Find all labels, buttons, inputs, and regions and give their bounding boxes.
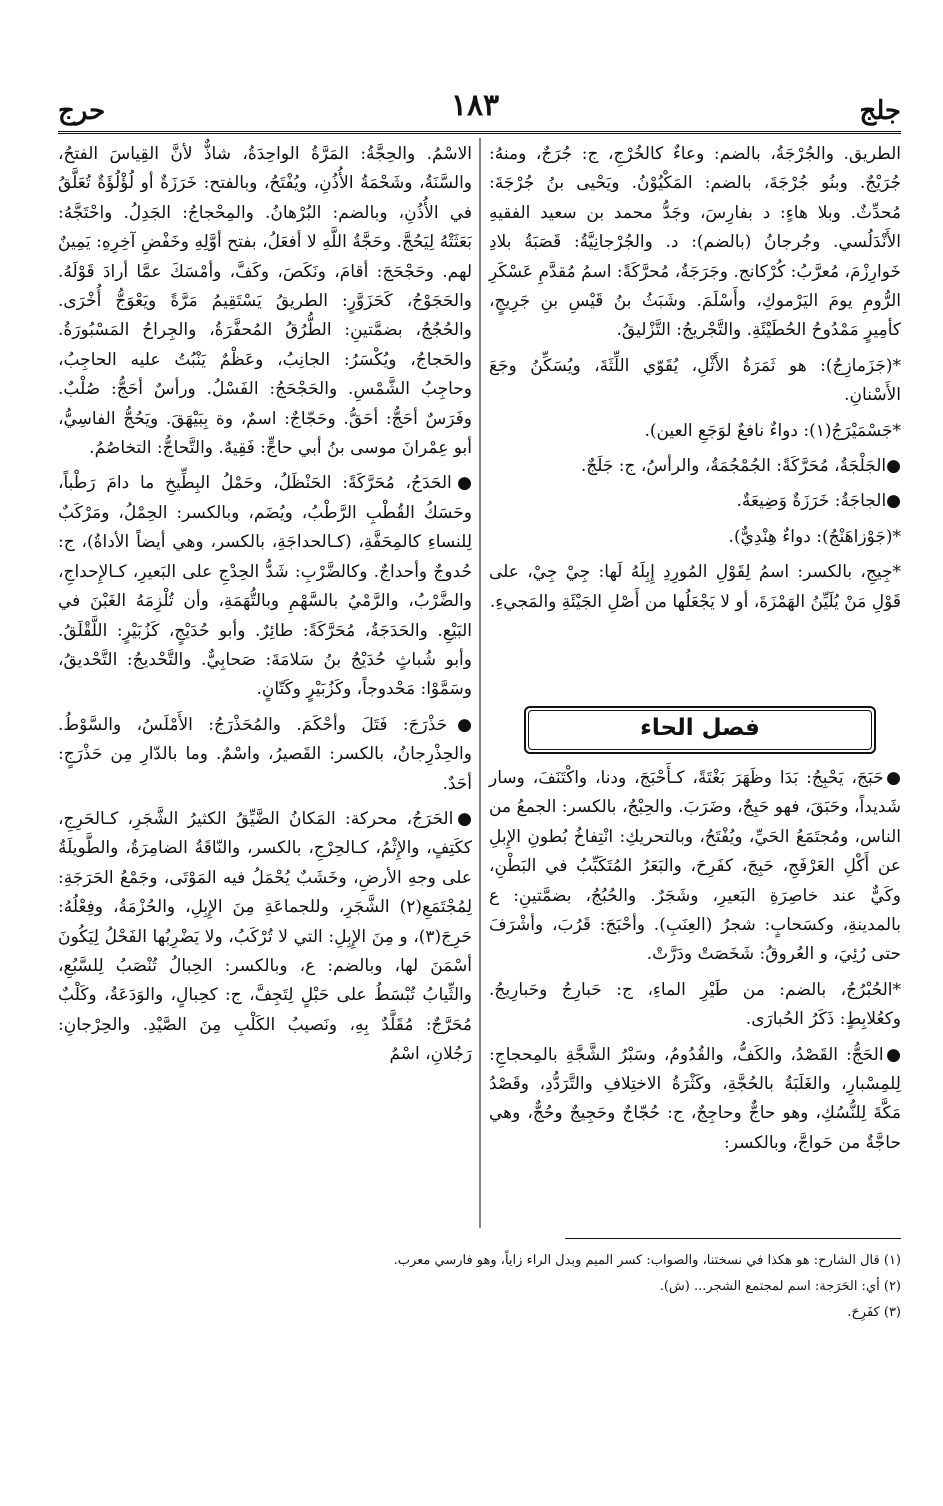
entry-paragraph: الاسْمُ. والحِجَّةُ: المَرَّةُ الواحِدَةُ، شاذٌّ لأنَّ القِياسَ الفتحُ، والسَّنَةُ، وشَحْمَةُ الأُذُنِ، ويُفْتَحُ، وبالفتح: خَرَزَةٌ أو لُؤْلُؤَةٌ تُعَلَّقُ في الأُذُنِ، وبالضم: البُرْهانُ. والمِحْجاجُ: الجَدِلُ. واحْتَجَّهُ: بَعَثَتْهُ لِيَحُجَّ. وحَجَّةُ اللَّهِ لا أفعَلُ، بفتح أوَّلِهِ وخَفْضِ آخِرِهِ: يَمِينٌ لهم. وحَجْحَجَ: أقامَ، ونَكَصَ، وكَفَّ، وأمْسَكَ عمَّا أرادَ قَوْلَهُ. والحَجَوْجُ، كَحَزَوَّرٍ: الطريقُ يَسْتَقِيمُ مَرَّةً ويَعْوَجُّ أُخْرَى. والحُجُجُ، بضمَّتينِ: الطُّرُقُ المُحفَّرَةُ، والجِراحُ المَسْبُورَةُ. والحَجاجُ، ويُكْسَرُ: الجانِبُ، وعَظْمٌ يَنْبُتُ عليه الحاجِبُ، وحاجِبُ الشَّمْسِ. والحَجْحَجُ: الفَسْلُ. ورأسٌ أحَجُّ: صُلْبٌ. وفَرَسٌ أحَجُّ: أحَقُّ. وحَجّاجٌ: اسمٌ، وة بِبَيْهَقَ. ويَحُجُّ الفاسِيُّ، أبو عِمْرانَ موسى بنُ أبي حاجٍّ: فَقِيهٌ. والتَّحاجُّ: التخاصُمُ. bbox=[58, 144, 472, 459]
entry-paragraph: ●الحَرَجُ، محركة: المَكانُ الضَّيِّقُ الكثيرُ الشَّجَرِ، كـالحَرِجِ، ككَتِفٍ، والإِثْمُ، كـالحِرْجِ، بالكسر، والنّاقَةُ الضامِرَةُ، والطَّويلَةُ على وجهِ الأرضِ، وخَشَبٌ يُحْمَلُ فيه المَوْتَى، وجَمْعُ الحَرَجَةِ: لِمُجْتَمَعِ(٢) الشَّجَرِ، وللجماعَةِ مِنَ الإِبِلِ، والحُزْمَةُ، وفِعْلُهُ: حَرِجَ(٣)، و مِنَ الإِبِلِ: التي لا تُرْكَبُ، ولا يَضْرِبُها الفَحْلُ لِيَكُونَ أسْمَنَ لها، وبالضم: ع، وبالكسر: الحِبالُ تُنْصَبُ لِلسَّبُعِ، والثِّيابُ تُبْسَطُ على حَبْلٍ لِتَجِفَّ، ج: كحِبالٍ، والوَدَعَةُ، وكَلْبٌ مُحَرَّجٌ: مُقَلَّدٌ بِهِ، ونَصيبُ الكَلْبِ مِنَ الصَّيْدِ. والحِرْجانِ: رَجُلانِ، اسْمُ bbox=[58, 808, 472, 1065]
entry-paragraph: ●حَذْرَجَ: فَتَلَ وأحْكَمَ. والمُحَذْرَجُ: الأَمْلَسُ، والسَّوْطُ. والحِذْرِجانُ، بالكسر: القَصيرُ، واسْمٌ. وما بالدّارِ مِن حَذْرَجٍ: أحَدٌ. bbox=[58, 714, 472, 794]
header-left-word: حرج bbox=[58, 96, 106, 126]
entry-paragraph: ●الحَجُّ: القَصْدُ، والكَفُّ، والقُدُومُ، وسَبْرُ الشَّجَّةِ بالمِحجاجِ: لِلمِسْبارِ، والغَلَبَةُ بالحُجَّةِ، وكَثْرَةُ الاختِلافِ والتَّرَدُّدِ، وقَصْدُ مَكَّةَ لِلنُّسُكِ، وهو حاجٌّ وحاجِجٌ، ج: حُجّاجٌ وحَجِيجٌ وحُجٌّ، وهي حاجَّةٌ من حَواجَّ، وبالكسر: bbox=[489, 1044, 901, 1153]
footnote: (٢) أي: الحَرَجة: اسم لمجتمع الشجر... (ش). bbox=[659, 1279, 901, 1294]
footnotes bbox=[121, 1248, 901, 1326]
footnote: (١) قال الشارح: هو هكذا في نسختنا، والصواب: كسر الميم وبدل الراء زاياً، وهو فارسي معرب. bbox=[393, 1253, 901, 1268]
entry-paragraph: *(جَزَمازِجُ): هو ثَمَرَةُ الأَثْلِ، يُقَوّي اللِّثَةَ، ويُسَكِّنُ وجَعَ الأَسْنانِ. bbox=[489, 355, 901, 406]
right-column-bottom bbox=[489, 764, 901, 1164]
entry-paragraph: *الحُبْرُجُ، بالضم: من طَيْرِ الماءِ، ج: حَبارِجُ وحَبارِيجُ. وكعُلابِطٍ: ذَكَرُ الحُبارَى. bbox=[489, 979, 901, 1030]
entry-paragraph: ●الحَدَجُ، مُحَرَّكَةً: الحَنْظَلُ، وحَمْلُ البِطِّيخِ ما دامَ رَطْباً، وحَسَكُ القُطْبِ الرَّطْبُ، ويُضَم، وبالكسر: الحِمْلُ، ومَرْكَبٌ لِلنساءِ كالمِحَفَّةِ، (كـالحداجَةِ، بالكسر، وهي أيضاً الأداةُ)، ج: حُدوجٌ وأحداجٌ. وكالضَّرْبِ: شَدُّ الحِدْجِ على البَعيرِ، كـالإِحداجِ، والضَّرْبُ، والرَّمْيُ بالسَّهْمِ وبالتُّهَمَةِ، وأن تُلْزِمَهُ الغَبْنَ في البَيْعِ. والحَدَجَةُ، مُحَرَّكَةً: طائِرٌ. وأبو حُدَيْجٍ، كَزُبَيْرٍ: اللَّقْلَقُ. وأبو شُباثٍ حُدَيْجُ بنُ سَلامَةَ: صَحابِيٌّ. والتَّحْديجُ: التَّحْديقُ، وسَمَّوْا: مَحْدوجاً، وكَزُبَيْرٍ وكَتّانٍ. bbox=[58, 473, 472, 700]
entry-paragraph: ●الجاجَةُ: خَرَزَةٌ وَضِيعَةٌ. bbox=[736, 491, 901, 512]
footnote: (٣) كفَرِحَ. bbox=[847, 1305, 901, 1320]
entry-paragraph: ●حَبَجَ، يَحْبِجُ: بَدَا وظَهَرَ بَغْتَةً، كـأَحْبَجَ، ودنا، واكْتَنَفَ، وسار شَديداً، وحَبَقَ، فهو حَبِجٌ، وضَرَبَ. والحِبْجُ، بالكسر: الجمعُ من الناس، ومُجتَمَعُ الحَيِّ، ويُفْتَحُ، وبالتحريكِ: انْتِفاخُ بُطونِ الإِبلِ عن أَكْلِ العَرْفَجِ، حَبِجَ، كفَرِحَ، والبَعَرُ المُتَكَبِّبُ في البَطْنِ، وكَيٌّ عند خاصِرَةِ البَعيرِ، وشَجَرٌ. والحُبُجُ، بضمَّتينِ: ع بالمدينةِ، وكسَحابٍ: شجرُ (العِنَبِ). وأحْبَجَ: قَرُبَ، وأشْرَفَ حتى رُئِيَ، و العُروقُ: شَخَصَتْ ودَرَّتْ. bbox=[489, 768, 901, 965]
entry-paragraph: *(جَوْزاهَنْجُ): دواءٌ هِنْدِيٌّ). bbox=[728, 526, 901, 547]
entry-paragraph: الطريق. والجُرْجَةُ، بالضم: وعاءٌ كالخُرْجِ، ج: جُرَجٌ، ومنهُ: جُرَيْجٌ. وبنُو جُرْجَةَ، بالضم: المَكْيُوْنُ. ويَحْيى بنُ جُرْجَةَ: مُحدِّثٌ. وبلا هاءٍ: د بفارِسَ، وجَدُّ محمد بن سعيد الفقيهِ الأَنْدَلُسي. وجُرجانُ (بالضم): د. والجُرْجانِيَّةُ: قَصَبَةُ بلادِ خَوارِزْمَ، مُعرَّبُ: كُرْكانج. وجَرَجَةُ، مُحرَّكَةً: اسمُ مُقدَّمِ عَسْكَرِ الرُّومِ يومَ اليَرْموكِ، وأَسْلَمَ. وشَبَثُ بنُ قَيْسِ بنِ جَرِيجٍ، كأمِيرٍ مَمْدُوحُ الحُطَيْئَةِ. والتَّجْريجُ: التَّزْليقُ. bbox=[489, 144, 901, 341]
page-number: ١٨٣ bbox=[450, 88, 500, 123]
header-right-word: جلج bbox=[859, 96, 901, 126]
header-rule bbox=[58, 131, 901, 134]
entry-paragraph: *جَسْمَيْرَجُ(١): دواءٌ نافعٌ لوَجَعِ العين). bbox=[644, 420, 901, 441]
footnote-rule bbox=[565, 1238, 901, 1239]
entry-paragraph: ●الجَلْجَةُ، مُحَرَّكَةً: الجُمْجُمَةُ، والرأسُ، ج: جَلَجٌ. bbox=[580, 456, 901, 477]
entry-paragraph: *جِيجِ، بالكسر: اسمُ لِقَوْلِ المُورِدِ إِبِلَهُ لَها: جِيْ جِيْ، على قَوْلِ مَنْ يُلَيِّنُ الهَمْزَةَ، أو لا يَجْعَلُها من أَصْلِ الجَيْئَةِ والمَجيءِ. bbox=[489, 562, 901, 612]
section-title: فصل الحاء bbox=[640, 715, 760, 741]
right-column-top bbox=[489, 140, 901, 623]
section-title-box bbox=[512, 706, 888, 754]
left-column bbox=[58, 140, 472, 1076]
